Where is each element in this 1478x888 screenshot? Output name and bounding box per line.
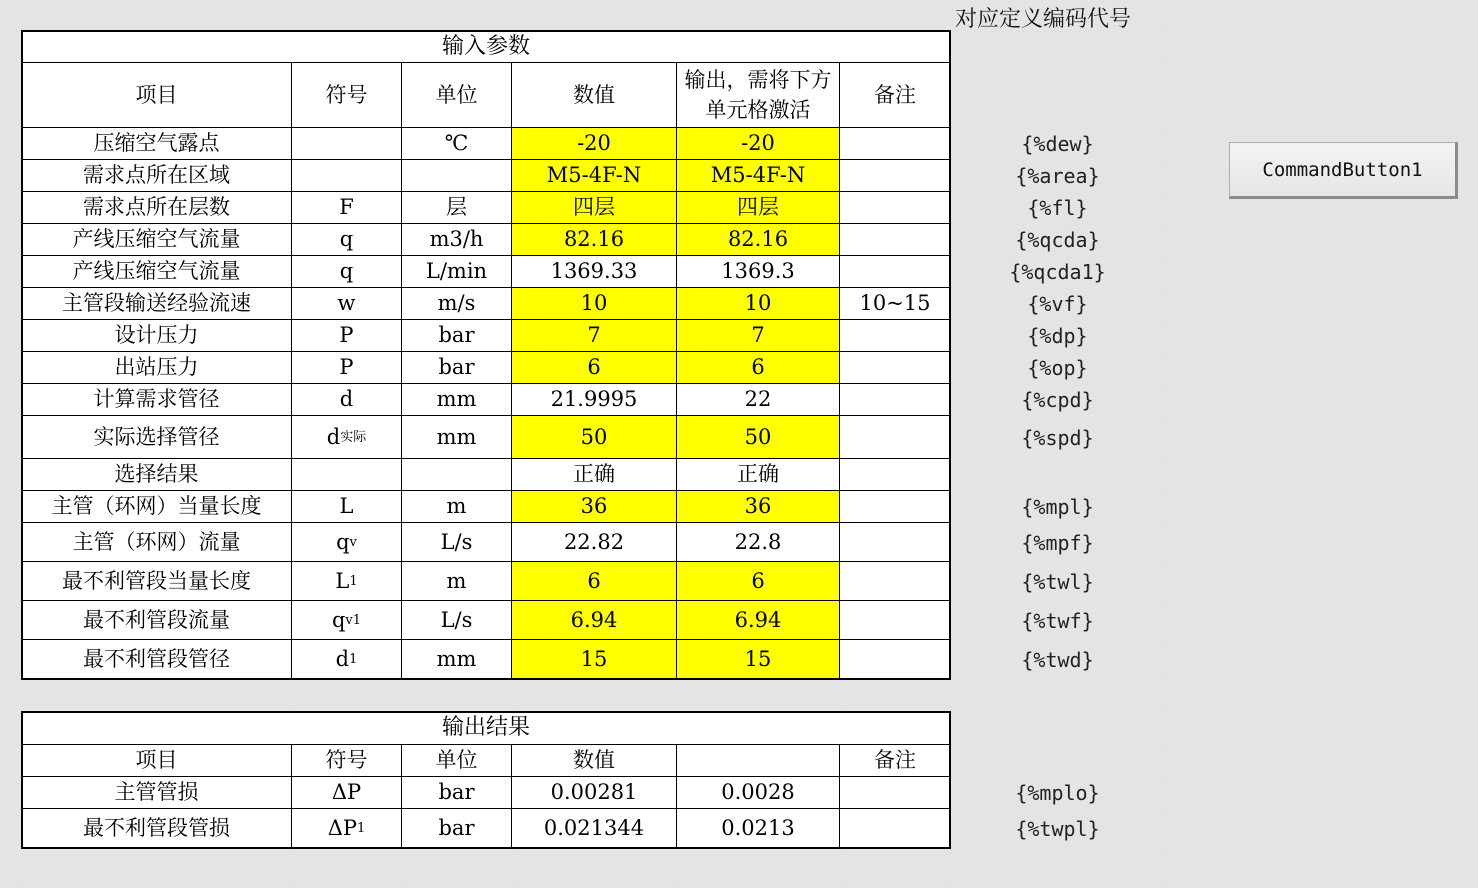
cell-symbol[interactable] — [292, 459, 402, 491]
table-title[interactable]: 输入参数 — [22, 31, 950, 63]
cell-note[interactable] — [840, 224, 950, 256]
cell-value[interactable]: 50 — [512, 416, 677, 459]
cell-note[interactable] — [840, 491, 950, 523]
cell-symbol[interactable] — [292, 352, 402, 384]
header-symbol[interactable]: 符号 — [292, 745, 402, 777]
symbol-subscript: 1 — [357, 821, 366, 836]
cell-output[interactable]: 0.0028 — [677, 777, 840, 809]
header-output[interactable] — [677, 745, 840, 777]
cell-note[interactable] — [840, 128, 950, 160]
cell-value[interactable]: 0.021344 — [512, 809, 677, 848]
cell-unit[interactable]: m/s — [402, 288, 512, 320]
code-cell[interactable]: {%fl} — [1027, 196, 1088, 220]
symbol-text: q — [339, 259, 354, 283]
code-cell[interactable]: {%dp} — [1027, 324, 1088, 348]
cell-item[interactable]: 计算需求管径 — [22, 384, 292, 416]
cell-unit[interactable]: L/s — [402, 601, 512, 640]
header-unit[interactable]: 单位 — [402, 745, 512, 777]
cell-output[interactable]: 10 — [677, 288, 840, 320]
code-cell[interactable]: {%vf} — [1027, 292, 1088, 316]
cell-item[interactable]: 主管（环网）流量 — [22, 523, 292, 562]
cell-output[interactable]: 1369.3 — [677, 256, 840, 288]
cell-unit[interactable]: L/min — [402, 256, 512, 288]
code-cell[interactable]: {%spd} — [1021, 425, 1094, 450]
cell-item[interactable]: 主管（环网）当量长度 — [22, 491, 292, 523]
cell-output[interactable]: 四层 — [677, 192, 840, 224]
cell-output[interactable]: 0.0213 — [677, 809, 840, 848]
cell-item[interactable]: 最不利管段当量长度 — [22, 562, 292, 601]
cell-unit[interactable]: mm — [402, 384, 512, 416]
code-cell[interactable]: {%twf} — [1021, 608, 1094, 633]
header-value[interactable]: 数值 — [512, 745, 677, 777]
cell-symbol[interactable] — [292, 256, 402, 288]
symbol-text: L — [339, 494, 354, 518]
cell-value[interactable]: 22.82 — [512, 523, 677, 562]
cell-value[interactable]: 0.00281 — [512, 777, 677, 809]
cell-symbol[interactable] — [292, 640, 402, 679]
cell-symbol[interactable] — [292, 416, 402, 459]
grid-row-line — [0, 679, 1478, 680]
symbol-text: q — [336, 529, 350, 554]
cell-value[interactable]: 7 — [512, 320, 677, 352]
symbol-subscript: 1 — [349, 652, 358, 667]
cell-item[interactable]: 选择结果 — [22, 459, 292, 491]
symbol-subscript: v — [349, 534, 357, 550]
code-cell[interactable]: {%twpl} — [1015, 816, 1100, 841]
cell-note[interactable] — [840, 459, 950, 491]
header-item[interactable]: 项目 — [22, 63, 292, 128]
symbol-subscript: v1 — [345, 612, 362, 628]
code-cell[interactable]: {%mpf} — [1021, 530, 1094, 555]
cell-item[interactable]: 需求点所在区域 — [22, 160, 292, 192]
code-cell[interactable]: {%dew} — [1021, 132, 1094, 156]
cell-note[interactable] — [840, 640, 950, 679]
cell-item[interactable]: 主管管损 — [22, 777, 292, 809]
cell-unit[interactable]: bar — [402, 352, 512, 384]
cell-symbol[interactable] — [292, 192, 402, 224]
cell-note[interactable] — [840, 160, 950, 192]
cell-symbol[interactable] — [292, 777, 402, 809]
cell-symbol[interactable] — [292, 491, 402, 523]
cell-note[interactable] — [840, 192, 950, 224]
symbol-text: d — [335, 647, 350, 671]
cell-item[interactable]: 最不利管段流量 — [22, 601, 292, 640]
symbol-text: w — [337, 291, 356, 315]
cell-note[interactable]: 10~15 — [840, 288, 950, 320]
header-output[interactable]: 输出，需将下方单元格激活 — [677, 63, 840, 128]
cell-item[interactable]: 压缩空气露点 — [22, 128, 292, 160]
cell-output[interactable]: 22 — [677, 384, 840, 416]
cell-item[interactable]: 出站压力 — [22, 352, 292, 384]
cell-unit[interactable]: m — [402, 491, 512, 523]
code-cell[interactable]: {%mpl} — [1021, 495, 1094, 519]
code-cell[interactable]: {%twd} — [1021, 647, 1094, 672]
cell-output[interactable]: 7 — [677, 320, 840, 352]
cell-output[interactable]: 6.94 — [677, 601, 840, 640]
cell-unit[interactable]: 层 — [402, 192, 512, 224]
cell-symbol[interactable] — [292, 320, 402, 352]
cell-note[interactable] — [840, 320, 950, 352]
cell-value[interactable]: 82.16 — [512, 224, 677, 256]
header-value[interactable]: 数值 — [512, 63, 677, 128]
grid-row-line — [0, 880, 1478, 881]
cell-symbol[interactable] — [292, 288, 402, 320]
command-button[interactable]: CommandButton1 — [1229, 142, 1458, 199]
cell-item[interactable]: 实际选择管径 — [22, 416, 292, 459]
cell-output[interactable]: 6 — [677, 562, 840, 601]
cell-value[interactable]: 四层 — [512, 192, 677, 224]
cell-unit[interactable]: m3/h — [402, 224, 512, 256]
symbol-text: d — [326, 424, 341, 449]
cell-unit[interactable]: bar — [402, 777, 512, 809]
cell-note[interactable] — [840, 601, 950, 640]
symbol-text: ΔP — [331, 780, 362, 804]
symbol-text: F — [339, 195, 354, 219]
symbol-text: q — [339, 227, 354, 251]
cell-note[interactable] — [840, 777, 950, 809]
cell-output[interactable]: 22.8 — [677, 523, 840, 562]
cell-symbol[interactable] — [292, 160, 402, 192]
cell-value[interactable]: -20 — [512, 128, 677, 160]
cell-note[interactable] — [840, 416, 950, 459]
cell-item[interactable]: 主管段输送经验流速 — [22, 288, 292, 320]
cell-item[interactable]: 最不利管段管径 — [22, 640, 292, 679]
cell-unit[interactable]: mm — [402, 416, 512, 459]
cell-unit[interactable]: mm — [402, 640, 512, 679]
cell-symbol[interactable] — [292, 809, 402, 848]
code-cell[interactable]: {%op} — [1027, 356, 1088, 380]
cell-value[interactable]: 36 — [512, 491, 677, 523]
code-cell[interactable]: {%twl} — [1021, 569, 1094, 594]
symbol-subscript: 实际 — [340, 429, 367, 445]
code-cell[interactable]: {%cpd} — [1021, 388, 1094, 412]
grid-row-line — [0, 848, 1478, 849]
cell-unit[interactable]: bar — [402, 320, 512, 352]
cell-symbol[interactable] — [292, 523, 402, 562]
cell-item[interactable]: 设计压力 — [22, 320, 292, 352]
cell-symbol[interactable] — [292, 562, 402, 601]
cell-note[interactable] — [840, 809, 950, 848]
cell-note[interactable] — [840, 384, 950, 416]
cell-note[interactable] — [840, 256, 950, 288]
cell-unit[interactable]: L/s — [402, 523, 512, 562]
code-column-header: 对应定义编码代号 — [955, 7, 1132, 32]
symbol-text: d — [339, 387, 354, 411]
cell-value[interactable]: M5-4F-N — [512, 160, 677, 192]
symbol-text: P — [339, 355, 354, 379]
cell-unit[interactable]: m — [402, 562, 512, 601]
cell-unit[interactable]: bar — [402, 809, 512, 848]
cell-value[interactable]: 15 — [512, 640, 677, 679]
cell-output[interactable]: 15 — [677, 640, 840, 679]
cell-item[interactable]: 需求点所在层数 — [22, 192, 292, 224]
cell-value[interactable]: 正确 — [512, 459, 677, 491]
cell-note[interactable] — [840, 562, 950, 601]
cell-value[interactable]: 6 — [512, 562, 677, 601]
symbol-text: P — [339, 323, 354, 347]
code-cell[interactable]: {%qcda1} — [1009, 260, 1106, 284]
cell-value[interactable]: 6 — [512, 352, 677, 384]
code-cell[interactable] — [950, 459, 1165, 491]
cell-symbol[interactable] — [292, 224, 402, 256]
header-unit[interactable]: 单位 — [402, 63, 512, 128]
header-item[interactable]: 项目 — [22, 745, 292, 777]
header-symbol[interactable]: 符号 — [292, 63, 402, 128]
cell-unit[interactable] — [402, 160, 512, 192]
cell-output[interactable]: M5-4F-N — [677, 160, 840, 192]
cell-symbol[interactable] — [292, 601, 402, 640]
cell-item[interactable]: 产线压缩空气流量 — [22, 224, 292, 256]
cell-item[interactable]: 产线压缩空气流量 — [22, 256, 292, 288]
cell-value[interactable]: 21.9995 — [512, 384, 677, 416]
symbol-text: q — [331, 607, 346, 632]
code-cell[interactable]: {%qcda} — [1015, 228, 1100, 252]
code-cell[interactable]: {%mplo} — [1015, 781, 1100, 805]
cell-value[interactable]: 1369.33 — [512, 256, 677, 288]
cell-symbol[interactable] — [292, 384, 402, 416]
cell-output[interactable]: 50 — [677, 416, 840, 459]
cell-output[interactable]: 正确 — [677, 459, 840, 491]
cell-item[interactable]: 最不利管段管损 — [22, 809, 292, 848]
symbol-text: L — [335, 568, 350, 593]
cell-output[interactable]: 82.16 — [677, 224, 840, 256]
cell-output[interactable]: -20 — [677, 128, 840, 160]
table-title[interactable]: 输出结果 — [22, 712, 950, 745]
code-cell[interactable]: {%area} — [1015, 164, 1100, 188]
header-note[interactable]: 备注 — [840, 745, 950, 777]
symbol-text: ΔP — [327, 816, 357, 840]
cell-output[interactable]: 6 — [677, 352, 840, 384]
grid-col-line — [1165, 0, 1166, 888]
cell-note[interactable] — [840, 523, 950, 562]
cell-unit[interactable] — [402, 459, 512, 491]
cell-unit[interactable]: ℃ — [402, 128, 512, 160]
cell-output[interactable]: 36 — [677, 491, 840, 523]
cell-value[interactable]: 10 — [512, 288, 677, 320]
symbol-subscript: 1 — [349, 573, 358, 589]
cell-value[interactable]: 6.94 — [512, 601, 677, 640]
cell-symbol[interactable] — [292, 128, 402, 160]
header-note[interactable]: 备注 — [840, 63, 950, 128]
cell-note[interactable] — [840, 352, 950, 384]
